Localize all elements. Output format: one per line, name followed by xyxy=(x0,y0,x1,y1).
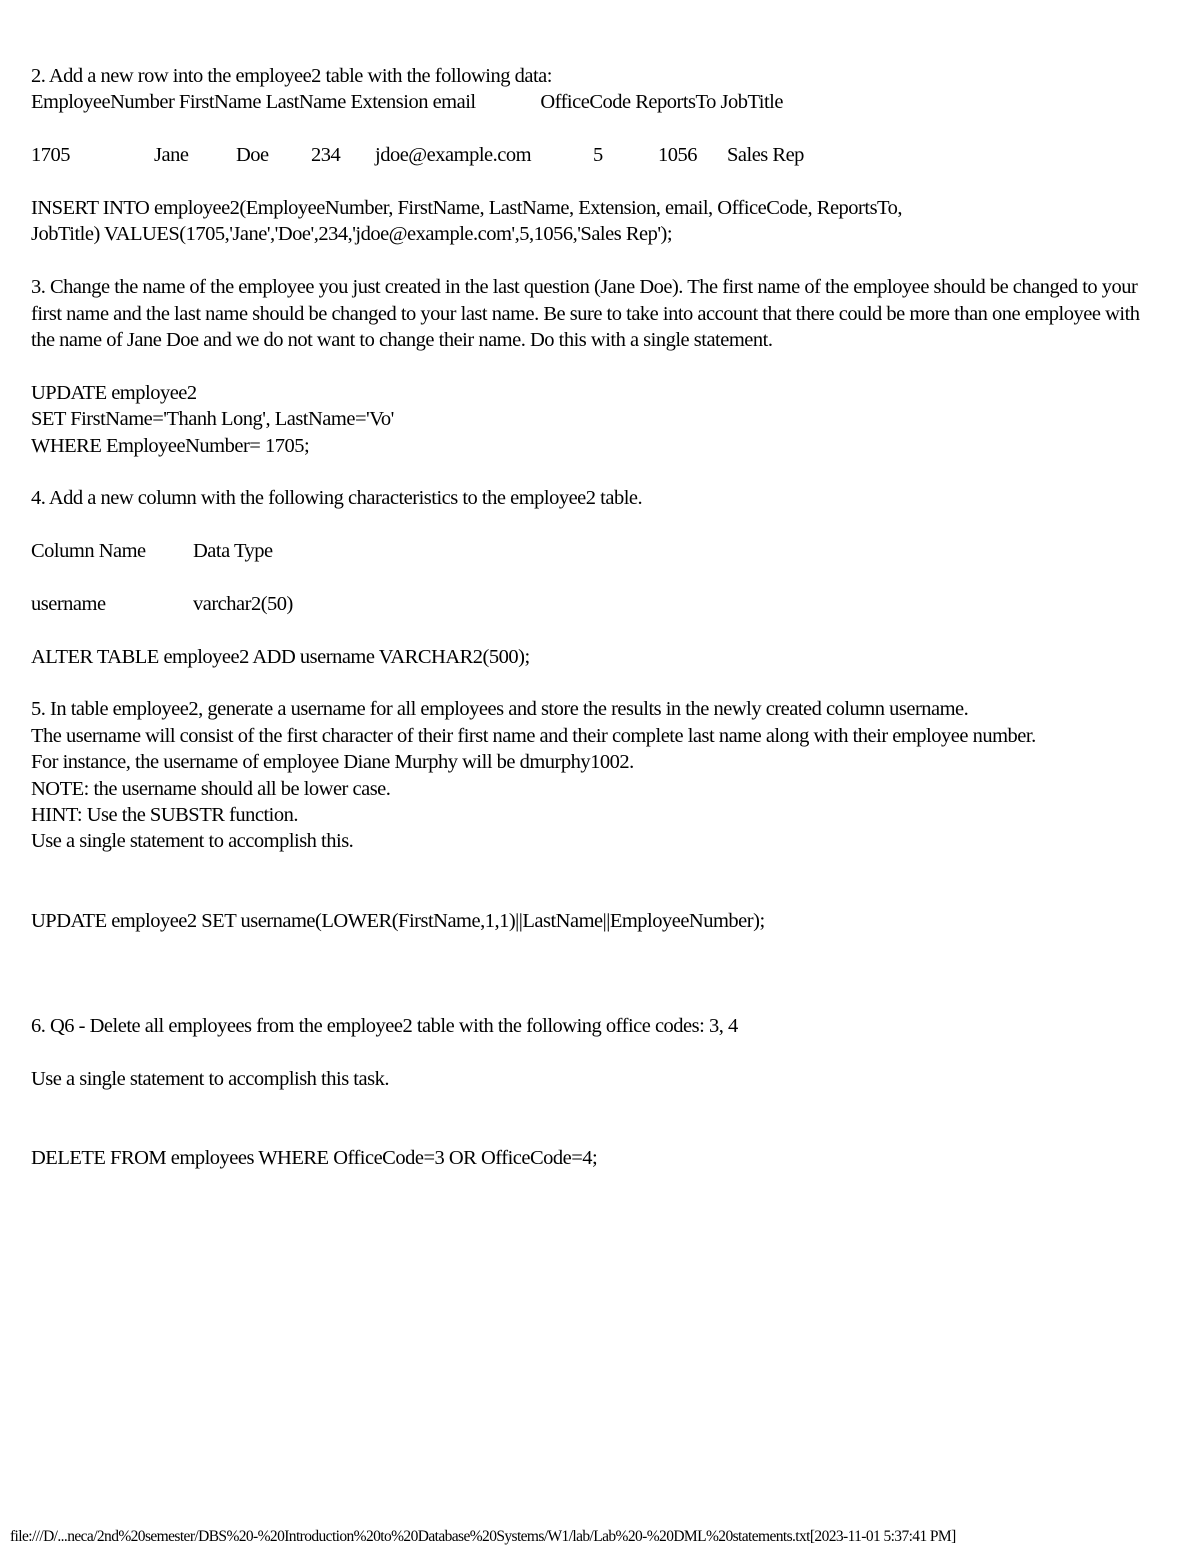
q2-value-employee-number: 1705 xyxy=(31,144,70,167)
q2-value-extension: 234 xyxy=(311,144,341,167)
q4-column-name-value: username xyxy=(31,592,106,615)
q2-prompt: 2. Add a new row into the employee2 table with the following data: xyxy=(31,65,552,87)
q2-value-email: jdoe@example.com xyxy=(375,144,532,167)
q5-prompt-line-5: HINT: Use the SUBSTR function. xyxy=(31,804,298,827)
q2-value-last-name: Doe xyxy=(236,144,269,167)
q5-prompt-line-3: For instance, the username of employee Diane Murphy will be dmurphy1002. xyxy=(31,751,634,774)
q2-value-first-name: Jane xyxy=(154,144,189,167)
q5-prompt-line-6: Use a single statement to accomplish this. xyxy=(31,830,354,853)
q4-prompt: 4. Add a new column with the following characteristics to the employee2 table. xyxy=(31,487,643,510)
q4-column-header-row xyxy=(31,538,1151,564)
q2-value-office-code: 5 xyxy=(593,144,603,167)
q6-prompt: 6. Q6 - Delete all employees from the employee2 table with the following office codes: 3, 4 xyxy=(31,1015,738,1038)
q2-answer-line-2: JobTitle) VALUES(1705,'Jane','Doe',234,'jdoe@example.com',5,1056,'Sales Rep'); xyxy=(31,223,673,246)
q4-answer: ALTER TABLE employee2 ADD username VARCHAR2(500); xyxy=(31,645,530,668)
q4-data-type-header: Data Type xyxy=(193,540,273,563)
q2-table-row xyxy=(31,142,1151,168)
q6-answer: DELETE FROM employees WHERE OfficeCode=3 OR OfficeCode=4; xyxy=(31,1147,598,1170)
q2-table-header: EmployeeNumber FirstName LastName Extension email OfficeCode ReportsTo JobTitle xyxy=(31,91,783,114)
q4-data-type-value: varchar2(50) xyxy=(193,592,293,615)
q6-note: Use a single statement to accomplish this task. xyxy=(31,1067,389,1090)
document-body xyxy=(31,63,1151,1171)
q2-value-reports-to: 1056 xyxy=(658,144,697,167)
q4-column-name-header: Column Name xyxy=(31,540,146,563)
q5-prompt-line-1: 5. In table employee2, generate a username for all employees and store the results in the newly created column username. xyxy=(31,698,969,721)
q2-value-job-title: Sales Rep xyxy=(727,144,804,167)
q5-answer: UPDATE employee2 SET username(LOWER(FirstName,1,1)||LastName||EmployeeNumber); xyxy=(31,909,765,932)
q3-prompt: 3. Change the name of the employee you just created in the last question (Jane Doe). The first name of the employee should be changed to your first name and the last name should be changed to your last name. Be sure to take into account that there could be more than one employee with the name of Jane Doe and we do not want to change their name. Do this with a single statement. xyxy=(31,276,1140,351)
q3-answer-line-1: UPDATE employee2 xyxy=(31,381,197,404)
q3-answer-line-3: WHERE EmployeeNumber= 1705; xyxy=(31,434,310,457)
q2-answer-line-1: INSERT INTO employee2(EmployeeNumber, FirstName, LastName, Extension, email, OfficeCode, ReportsTo, xyxy=(31,196,903,219)
q5-prompt-line-4: NOTE: the username should all be lower case. xyxy=(31,777,391,800)
print-footer-file-path: file:///D/...neca/2nd%20semester/DBS%20-%20Introduction%20to%20Database%20Systems/W1/lab/Lab%20-%20DML%20statements.txt[2023-11-01 5:37:41 PM] xyxy=(10,1528,956,1545)
q3-answer-line-2: SET FirstName='Thanh Long', LastName='Vo' xyxy=(31,408,394,431)
q4-column-value-row xyxy=(31,591,1151,617)
q5-prompt-line-2: The username will consist of the first character of their first name and their complete last name along with their employee number. xyxy=(31,724,1036,747)
